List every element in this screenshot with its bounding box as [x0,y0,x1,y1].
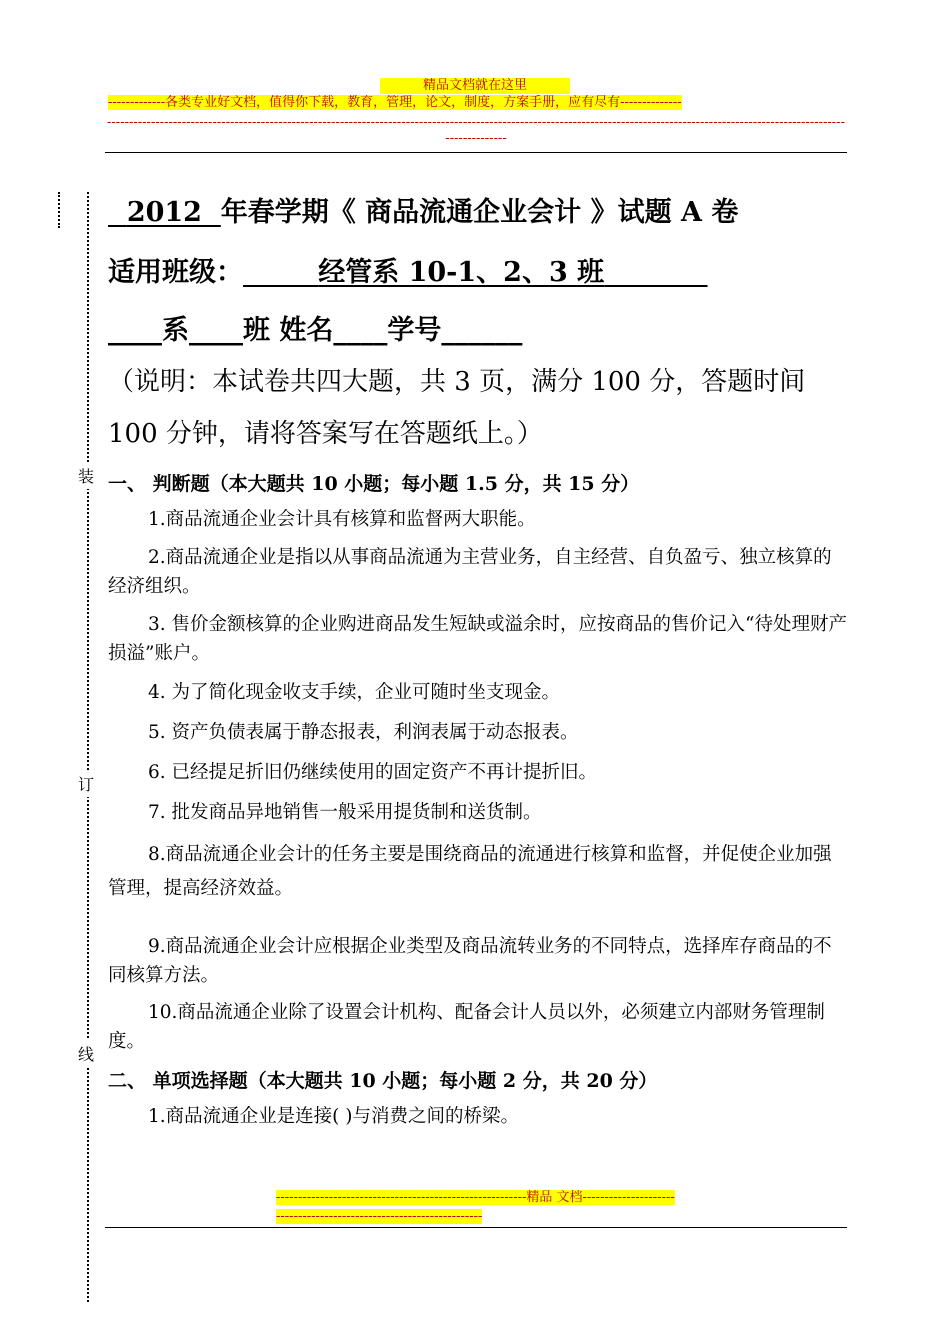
s1-question-9: 9.商品流通企业会计应根据企业类型及商品流转业务的不同特点，选择库存商品的不同核算方法。 [108,936,832,986]
exam-description: （说明：本试卷共四大题，共 3 页，满分 100 分，答题时间 100 分钟，请将答案写在答题纸上。） [108,367,806,449]
s2-question-1: 1.商品流通企业是连接( )与消费之间的桥梁。 [148,1106,519,1127]
s1-question-4: 4. 为了简化现金收支手续，企业可随时坐支现金。 [148,682,561,703]
header-title: 精品文档就在这里 [380,78,570,94]
s1-question-8: 8.商品流通企业会计的任务主要是围绕商品的流通进行核算和监督，并促使企业加强管理，提高经济效益。 [108,844,832,899]
header-tagline: -------------各类专业好文档，值得你下载，教育，管理，论文，制度，方案手册，应有尽有-------------- [108,95,682,110]
section1-heading: 一、 判断题（本大题共 10 小题；每小题 1.5 分，共 15 分） [108,473,640,495]
s1-question-6: 6. 已经提足折旧仍继续使用的固定资产不再计提折旧。 [148,762,598,783]
student-fields: ____系____班 姓名____学号______ [108,315,523,346]
binding-char-zhuang: 装 [78,462,94,489]
binding-char-xian: 线 [78,1040,94,1067]
exam-class [108,250,708,289]
footer-rule [105,1227,847,1228]
section2-heading: 二、 单项选择题（本大题共 10 小题；每小题 2 分，共 20 分） [108,1070,658,1092]
s1-question-10: 10.商品流通企业除了设置会计机构、配备会计人员以外，必须建立内部财务管理制度。 [108,1002,825,1052]
s1-question-5: 5. 资产负债表属于静态报表，利润表属于动态报表。 [148,722,579,743]
exam-title-text: 年春学期《 商品流通企业会计 》试题 A 卷 [220,197,739,228]
binding-line [87,192,89,1302]
binding-dots-top [58,192,60,228]
s1-question-3: 3. 售价金额核算的企业购进商品发生短缺或溢余时，应按商品的售价记入“待处理财产损溢”账户。 [108,614,847,664]
header-rule [105,152,847,153]
binding-char-ding: 订 [78,770,94,797]
class-label: 适用班级： [108,257,243,288]
header-dashes: -------------------------------------------------------------------------------------------------------------------------------------------------------------------------------------- [107,115,845,146]
s1-question-2: 2.商品流通企业是指以从事商品流通为主营业务，自主经营、自负盈亏、独立核算的经济组织。 [108,547,832,597]
footer-text: ---------------------------------------------------------精品 文档-------------------------------------------------------------------- [276,1190,675,1224]
exam-year: 2012 [126,197,202,228]
exam-title [108,190,738,229]
s1-question-1: 1.商品流通企业会计具有核算和监督两大职能。 [148,509,536,530]
class-value: 经管系 10-1、2、3 班 [318,257,605,288]
s1-question-7: 7. 批发商品异地销售一般采用提货制和送货制。 [148,802,542,823]
